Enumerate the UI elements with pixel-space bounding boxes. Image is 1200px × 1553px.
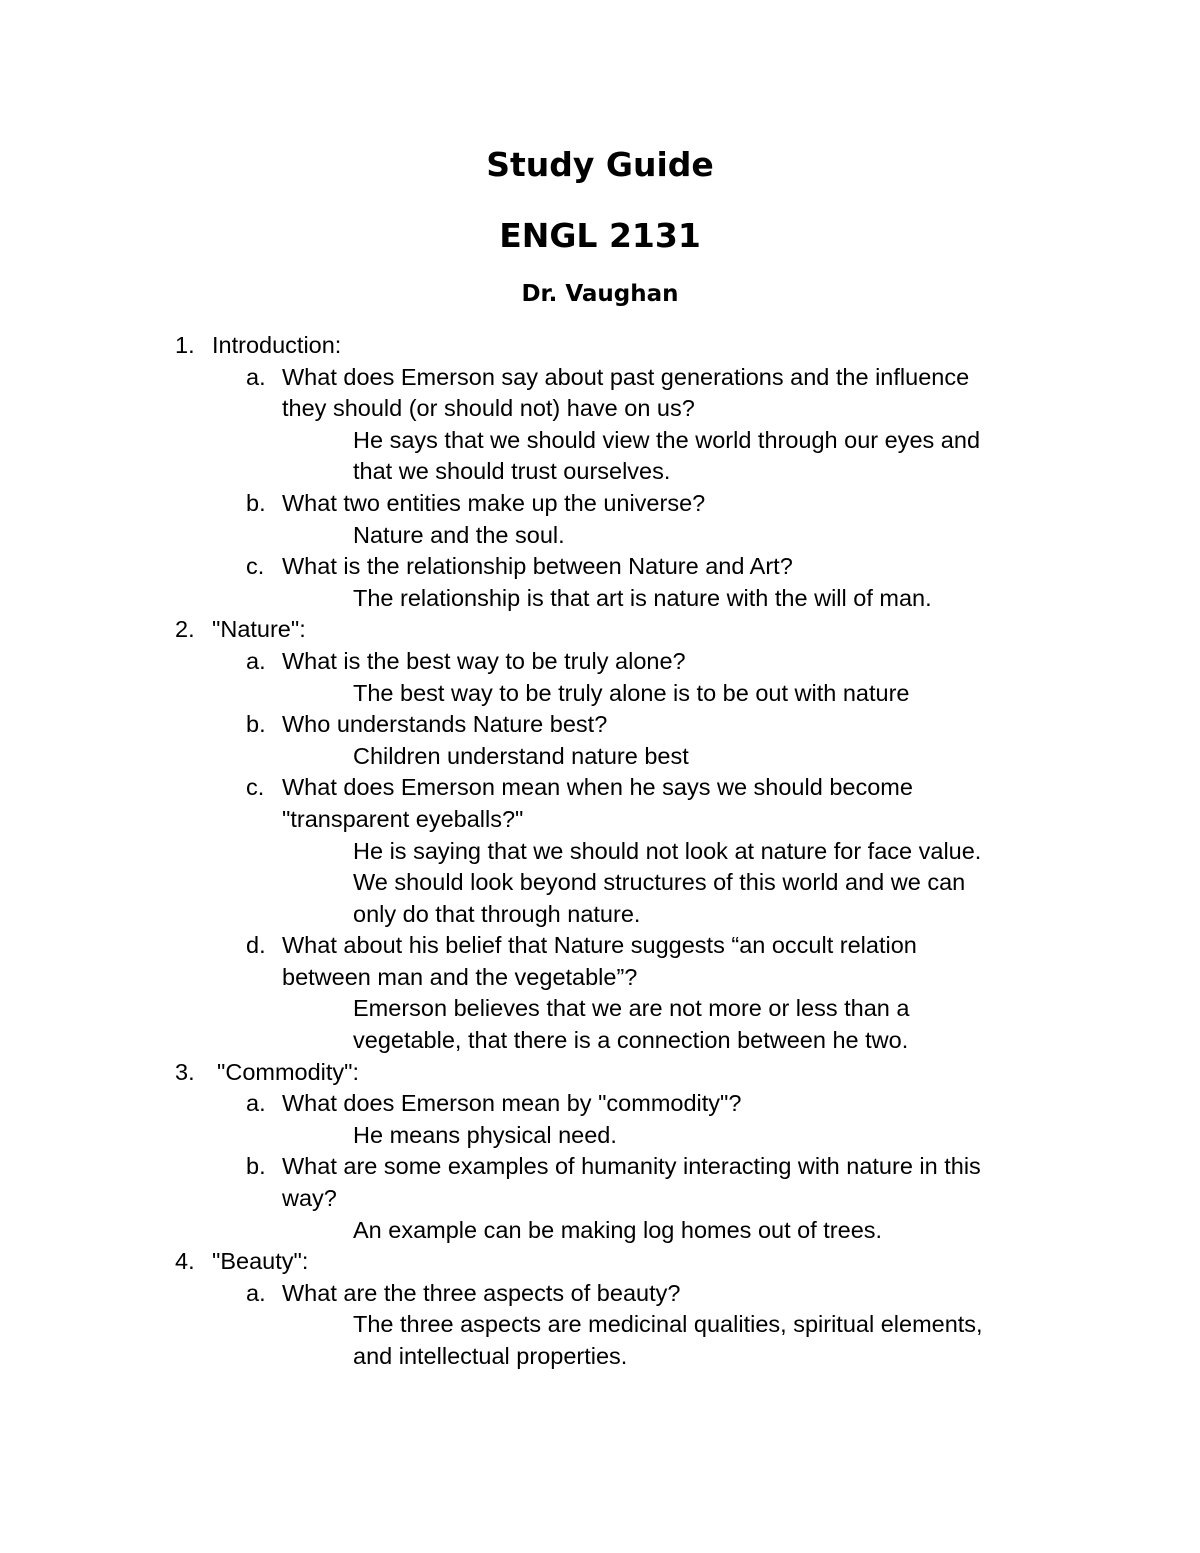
study-outline: [0, 330, 1200, 1373]
question-text: they should (or should not) have on us?: [282, 395, 695, 422]
section-title: "Nature":: [212, 616, 306, 643]
answer-text: only do that through nature.: [353, 900, 641, 927]
question-line: [0, 962, 1200, 994]
document-title: Study Guide: [486, 145, 714, 184]
section-number: 4.: [175, 1248, 195, 1275]
question-text: "transparent eyeballs?": [282, 805, 524, 832]
question-text: What about his belief that Nature suggests “an occult relation: [282, 932, 917, 959]
section-title: Introduction:: [212, 332, 342, 358]
answer-text: He means physical need.: [353, 1121, 617, 1148]
section-heading: [0, 1057, 1200, 1089]
answer-text: An example can be making log homes out of trees.: [353, 1216, 883, 1243]
question-line: [0, 1151, 1200, 1183]
answer-text: Emerson believes that we are not more or less than a: [353, 995, 910, 1022]
question-marker: c.: [246, 553, 265, 580]
question-line: [0, 488, 1200, 520]
question-marker: b.: [246, 489, 266, 516]
section-heading: [0, 330, 1200, 362]
course-code: ENGL 2131: [499, 216, 701, 255]
question-line: [0, 1278, 1200, 1310]
question-line: [0, 772, 1200, 804]
question-line: [0, 1183, 1200, 1215]
answer-text: The three aspects are medicinal qualities, spiritual elements,: [353, 1311, 983, 1338]
question-marker: b.: [246, 711, 266, 738]
section-number: 1.: [175, 332, 195, 358]
question-text: What does Emerson mean when he says we should become: [282, 774, 913, 801]
question-text: between man and the vegetable”?: [282, 963, 638, 990]
question-line: [0, 804, 1200, 836]
question-line: [0, 362, 1200, 394]
question-text: What does Emerson say about past generations and the influence: [282, 363, 970, 390]
question-line: [0, 709, 1200, 741]
question-text: What does Emerson mean by "commodity"?: [282, 1090, 742, 1117]
question-text: What are some examples of humanity interacting with nature in this: [282, 1153, 981, 1180]
answer-text: We should look beyond structures of this world and we can: [353, 869, 966, 896]
section-number: 2.: [175, 616, 195, 643]
section-title: "Commodity":: [217, 1058, 360, 1085]
question-text: What two entities make up the universe?: [282, 489, 706, 516]
answer-text: He says that we should view the world through our eyes and: [353, 426, 981, 453]
answer-text: Nature and the soul.: [353, 521, 565, 548]
answer-text: that we should trust ourselves.: [353, 458, 671, 485]
question-line: [0, 930, 1200, 962]
question-marker: c.: [246, 774, 265, 801]
section-heading: [0, 614, 1200, 646]
question-text: Who understands Nature best?: [282, 711, 608, 738]
answer-text: Children understand nature best: [353, 742, 689, 769]
answer-text: and intellectual properties.: [353, 1343, 628, 1369]
question-line: [0, 1088, 1200, 1120]
instructor-name: Dr. Vaughan: [521, 281, 679, 307]
answer-text: The best way to be truly alone is to be out with nature: [353, 679, 910, 706]
question-text: What are the three aspects of beauty?: [282, 1279, 681, 1306]
section-title: "Beauty":: [212, 1248, 309, 1275]
answer-text: vegetable, that there is a connection between he two.: [353, 1027, 909, 1054]
question-marker: d.: [246, 932, 266, 959]
question-marker: a.: [246, 363, 266, 390]
answer-text: The relationship is that art is nature with the will of man.: [353, 584, 932, 611]
question-marker: a.: [246, 647, 266, 674]
question-line: [0, 393, 1200, 425]
question-marker: a.: [246, 1279, 266, 1306]
question-text: What is the best way to be truly alone?: [282, 647, 686, 674]
question-text: way?: [282, 1185, 337, 1212]
section-heading: [0, 1246, 1200, 1278]
question-marker: b.: [246, 1153, 266, 1180]
answer-text: He is saying that we should not look at nature for face value.: [353, 837, 982, 864]
section-number: 3.: [175, 1058, 195, 1085]
question-text: What is the relationship between Nature and Art?: [282, 553, 793, 580]
question-line: [0, 551, 1200, 583]
question-line: [0, 646, 1200, 678]
question-marker: a.: [246, 1090, 266, 1117]
